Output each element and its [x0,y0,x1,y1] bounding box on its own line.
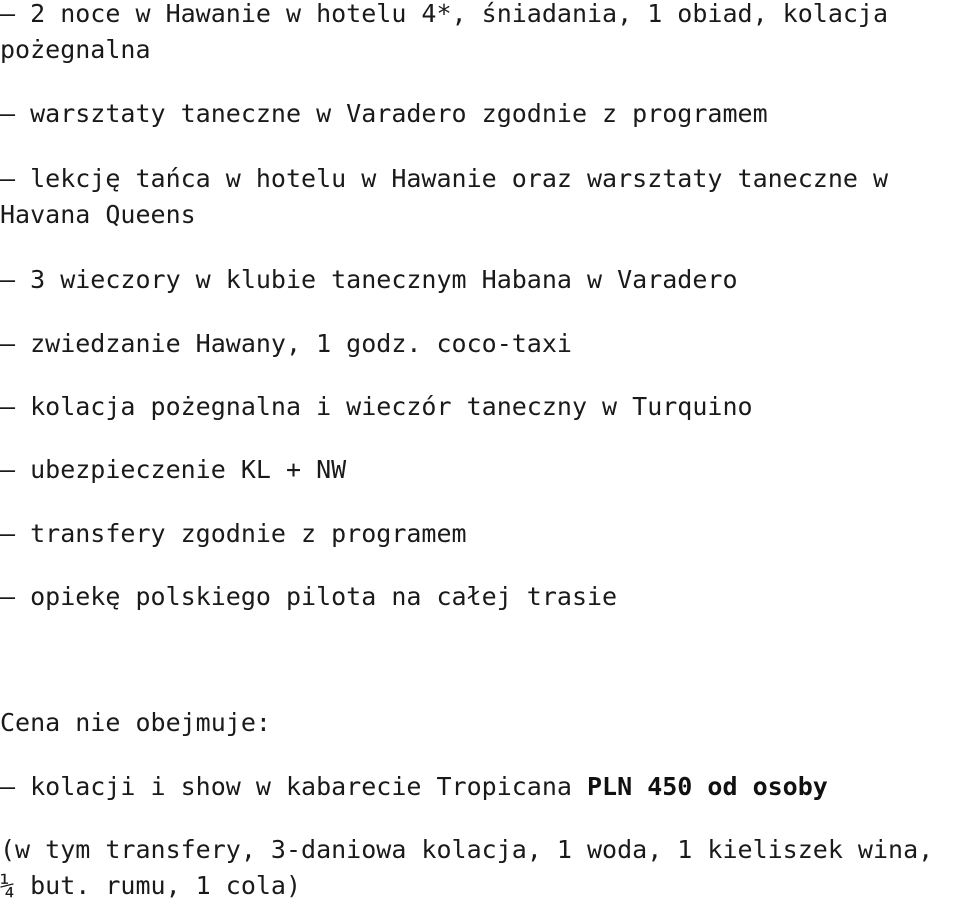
excluded-item-tropicana [0,769,960,805]
included-item-hotel: — 2 noce w Hawanie w hotelu 4*, śniadania, 1 obiad, kolacja pożegnalna [0,0,904,64]
included-item-workshops-varadero: — warsztaty taneczne w Varadero zgodnie z programem [0,99,768,128]
included-item-transfers: — transfery zgodnie z programem [0,519,467,548]
excluded-item-text: — kolacji i show w kabarecie Tropicana [0,772,587,801]
excluded-heading: Cena nie obejmuje: [0,708,271,737]
included-item-dance-lesson: — lekcję tańca w hotelu w Hawanie oraz warsztaty taneczne w Havana Queens [0,164,904,229]
excluded-item-price: PLN 450 od osoby [587,772,828,801]
included-item-insurance: — ubezpieczenie KL + NW [0,455,347,484]
excluded-item-note: (w tym transfery, 3-daniowa kolacja, 1 woda, 1 kieliszek wina, ¼ but. rumu, 1 cola) [0,835,949,900]
included-item-pilot: — opiekę polskiego pilota na całej trasie [0,582,618,611]
included-item-club-evenings: — 3 wieczory w klubie tanecznym Habana w Varadero [0,265,738,294]
included-item-havana-tour: — zwiedzanie Hawany, 1 godz. coco-taxi [0,329,572,358]
included-item-farewell-dinner: — kolacja pożegnalna i wieczór taneczny w Turquino [0,392,753,421]
